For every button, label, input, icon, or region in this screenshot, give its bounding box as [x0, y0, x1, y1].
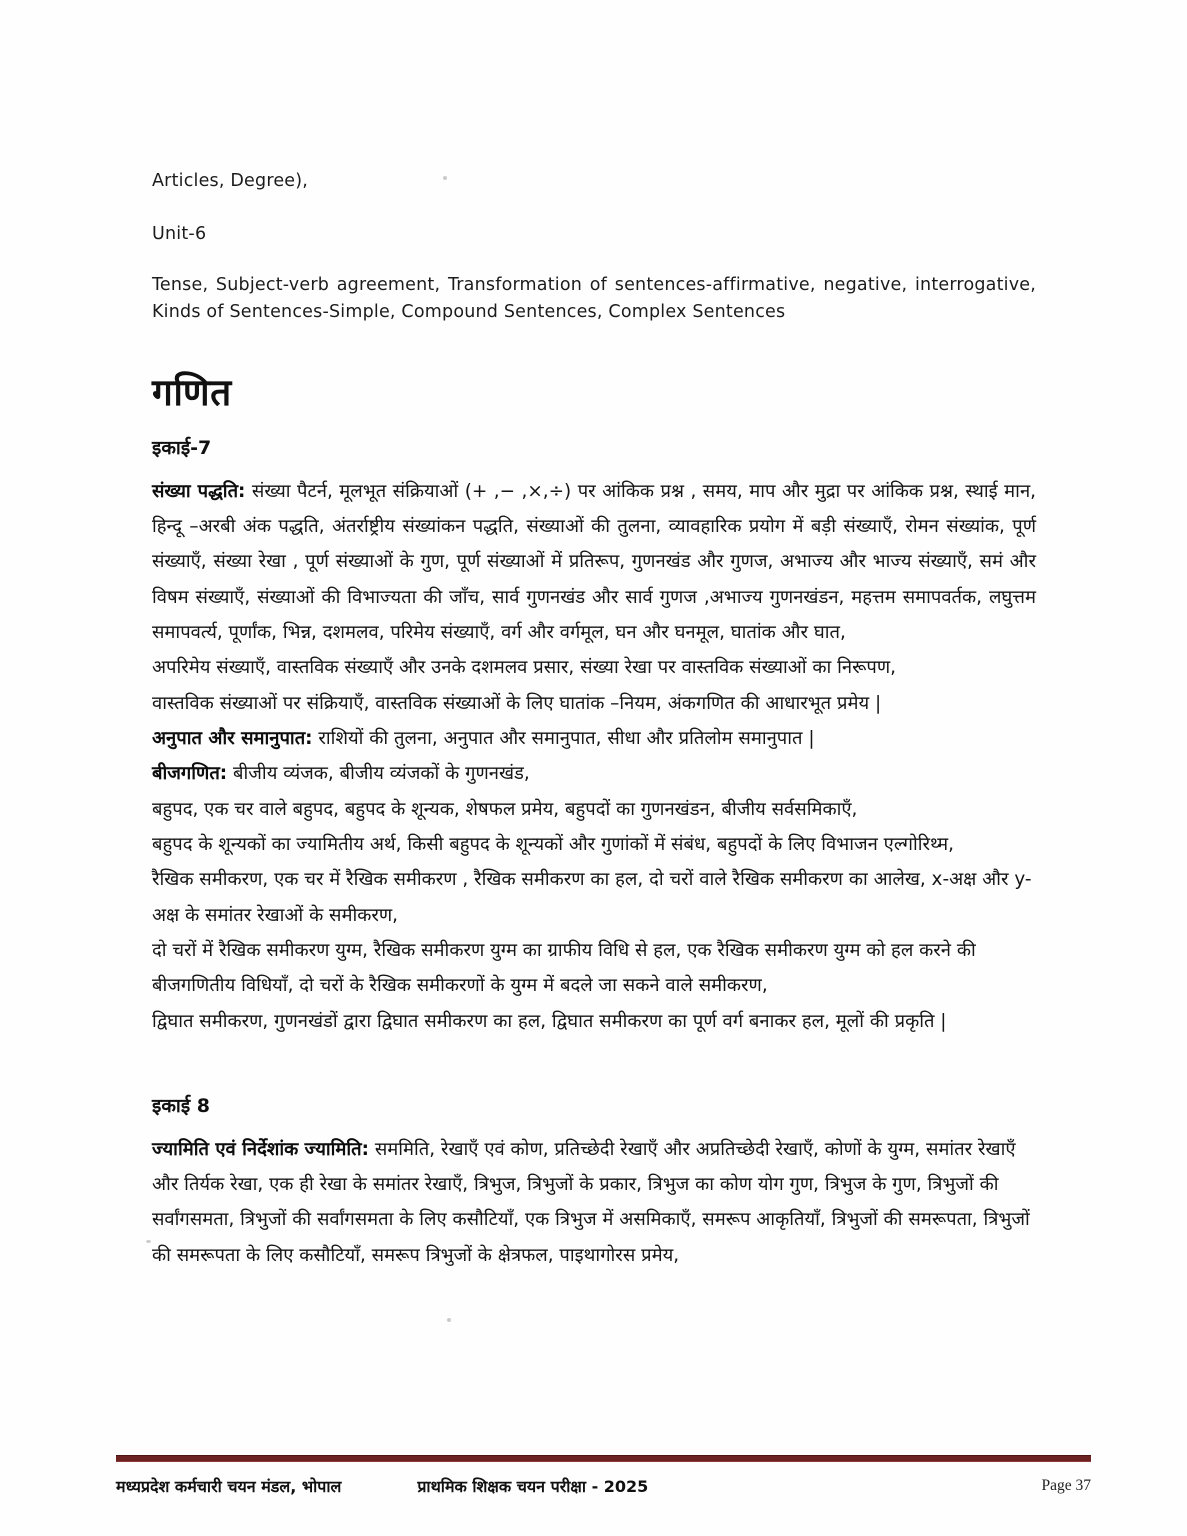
english-unit6-body: Tense, Subject-verb agreement, Transformation of sentences-affirmative, negative, interrogative, Kinds of Sentences-Simple, Compound Sentences, Complex Sentences: [152, 275, 1036, 323]
topic-lead-ratio-proportion: अनुपात और समानुपात:: [152, 728, 313, 750]
topic-ratio-proportion: [152, 721, 1036, 756]
topic-lead-number-system: संख्या पद्धति:: [152, 480, 246, 502]
subject-heading-mathematics: गणित: [152, 370, 232, 414]
topic-algebra: [152, 756, 1036, 791]
footer-page-number: Page 37: [1041, 1477, 1091, 1494]
topic-geometry: [152, 1132, 1036, 1273]
topic-polynomial-line-1: बहुपद, एक चर वाले बहुपद, बहुपद के शून्यक, शेषफल प्रमेय, बहुपदों का गुणनखंडन, बीजीय सर्वसमिकाएँ,: [152, 798, 858, 820]
topic-number-system: [152, 474, 1036, 651]
scan-speck: [146, 1240, 151, 1243]
topic-linear-equations-line-2: दो चरों में रैखिक समीकरण युग्म, रैखिक समीकरण युग्म का ग्राफीय विधि से हल, एक रैखिक समीकरण युग्म को हल करने की बीजगणितीय विधियाँ, दो चरों के रैखिक समीकरणों के युग्म में बदले जा सकने वाले समीकरण,: [152, 940, 976, 997]
topic-real-numbers-line-2: वास्तविक संख्याओं पर संक्रियाएँ, वास्तविक संख्याओं के लिए घातांक –नियम, अंकगणित की आधारभूत प्रमेय |: [152, 692, 882, 714]
topic-real-numbers-line-1: अपरिमेय संख्याएँ, वास्तविक संख्याएँ और उनके दशमलव प्रसार, संख्या रेखा पर वास्तविक संख्याओं का निरूपण,: [152, 657, 896, 679]
english-line-articles: Articles, Degree),: [152, 171, 309, 191]
topic-linear-equations-line-1: रैखिक समीकरण, एक चर में रैखिक समीकरण , रैखिक समीकरण का हल, दो चरों वाले रैखिक समीकरण का आलेख, x-अक्ष और y-अक्ष के समांतर रेखाओं के समीकरण,: [152, 869, 1032, 926]
footer-divider: [116, 1455, 1091, 1462]
unit-label-8: इकाई 8: [152, 1095, 211, 1118]
unit-label-7: इकाई-7: [152, 437, 212, 460]
topic-lead-geometry: ज्यामिति एवं निर्देशांक ज्यामिति:: [152, 1138, 369, 1160]
english-unit-label: Unit-6: [152, 224, 207, 245]
scan-speck: [447, 1318, 451, 1322]
footer-exam-title: प्राथमिक शिक्षक चयन परीक्षा - 2025: [417, 1477, 649, 1496]
page-content: [152, 168, 1036, 1273]
topic-body-ratio-proportion: राशियों की तुलना, अनुपात और समानुपात, सीधा और प्रतिलोम समानुपात |: [312, 728, 815, 750]
topic-quadratic-equations: द्विघात समीकरण, गुणनखंडों द्वारा द्विघात समीकरण का हल, द्विघात समीकरण का पूर्ण वर्ग बनाकर हल, मूलों की प्रकृति |: [152, 1010, 947, 1032]
topic-body-algebra: बीजीय व्यंजक, बीजीय व्यंजकों के गुणनखंड,: [227, 763, 530, 785]
topic-polynomial-line-2: बहुपद के शून्यकों का ज्यामितीय अर्थ, किसी बहुपद के शून्यकों और गुणांकों में संबंध, बहुपदों के लिए विभाजन एल्गोरिथ्म,: [152, 834, 954, 856]
topic-body-number-system: संख्या पैटर्न, मूलभूत संक्रियाओं (+ ,− ,×,÷) पर आंकिक प्रश्न , समय, माप और मुद्रा पर आंकिक प्रश्न, स्थाई मान, हिन्दू –अरबी अंक पद्धति, अंतर्राष्ट्रीय संख्यांकन पद्धति, संख्याओं की तुलना, व्यावहारिक प्रयोग में बड़ी संख्याएँ, रोमन संख्यांक, पूर्ण संख्याएँ, संख्या रेखा , पूर्ण संख्याओं के गुण, पूर्ण संख्याओं में प्रतिरूप, गुणनखंड और गुणज, अभाज्य और भाज्य संख्याएँ, समं और विषम संख्याएँ, संख्याओं की विभाज्यता की जाँच, सार्व गुणनखंड और सार्व गुणज ,अभाज्य गुणनखंडन, महत्तम समापवर्तक, लघुत्तम समापवर्त्य, पूर्णांक, भिन्न, दशमलव, परिमेय संख्याएँ, वर्ग और वर्गमूल, घन और घनमूल, घातांक और घात,: [152, 480, 1036, 644]
topic-body-geometry: सममिति, रेखाएँ एवं कोण, प्रतिच्छेदी रेखाएँ और अप्रतिच्छेदी रेखाएँ, कोणों के युग्म, समांतर रेखाएँ और तिर्यक रेखा, एक ही रेखा के समांतर रेखाएँ, त्रिभुज, त्रिभुजों के प्रकार, त्रिभुज का कोण योग गुण, त्रिभुज के गुण, त्रिभुजों की सर्वांगसमता, त्रिभुजों की सर्वांगसमता के लिए कसौटियाँ, एक त्रिभुज में असमिकाएँ, समरूप आकृतियाँ, त्रिभुजों की समरूपता, त्रिभुजों की समरूपता के लिए कसौटियाँ, समरूप त्रिभुजों के क्षेत्रफल, पाइथागोरस प्रमेय,: [152, 1138, 1030, 1266]
topic-lead-algebra: बीजगणित:: [152, 763, 228, 785]
page-footer: [116, 1472, 1091, 1500]
footer-organization: मध्यप्रदेश कर्मचारी चयन मंडल, भोपाल: [116, 1477, 342, 1496]
